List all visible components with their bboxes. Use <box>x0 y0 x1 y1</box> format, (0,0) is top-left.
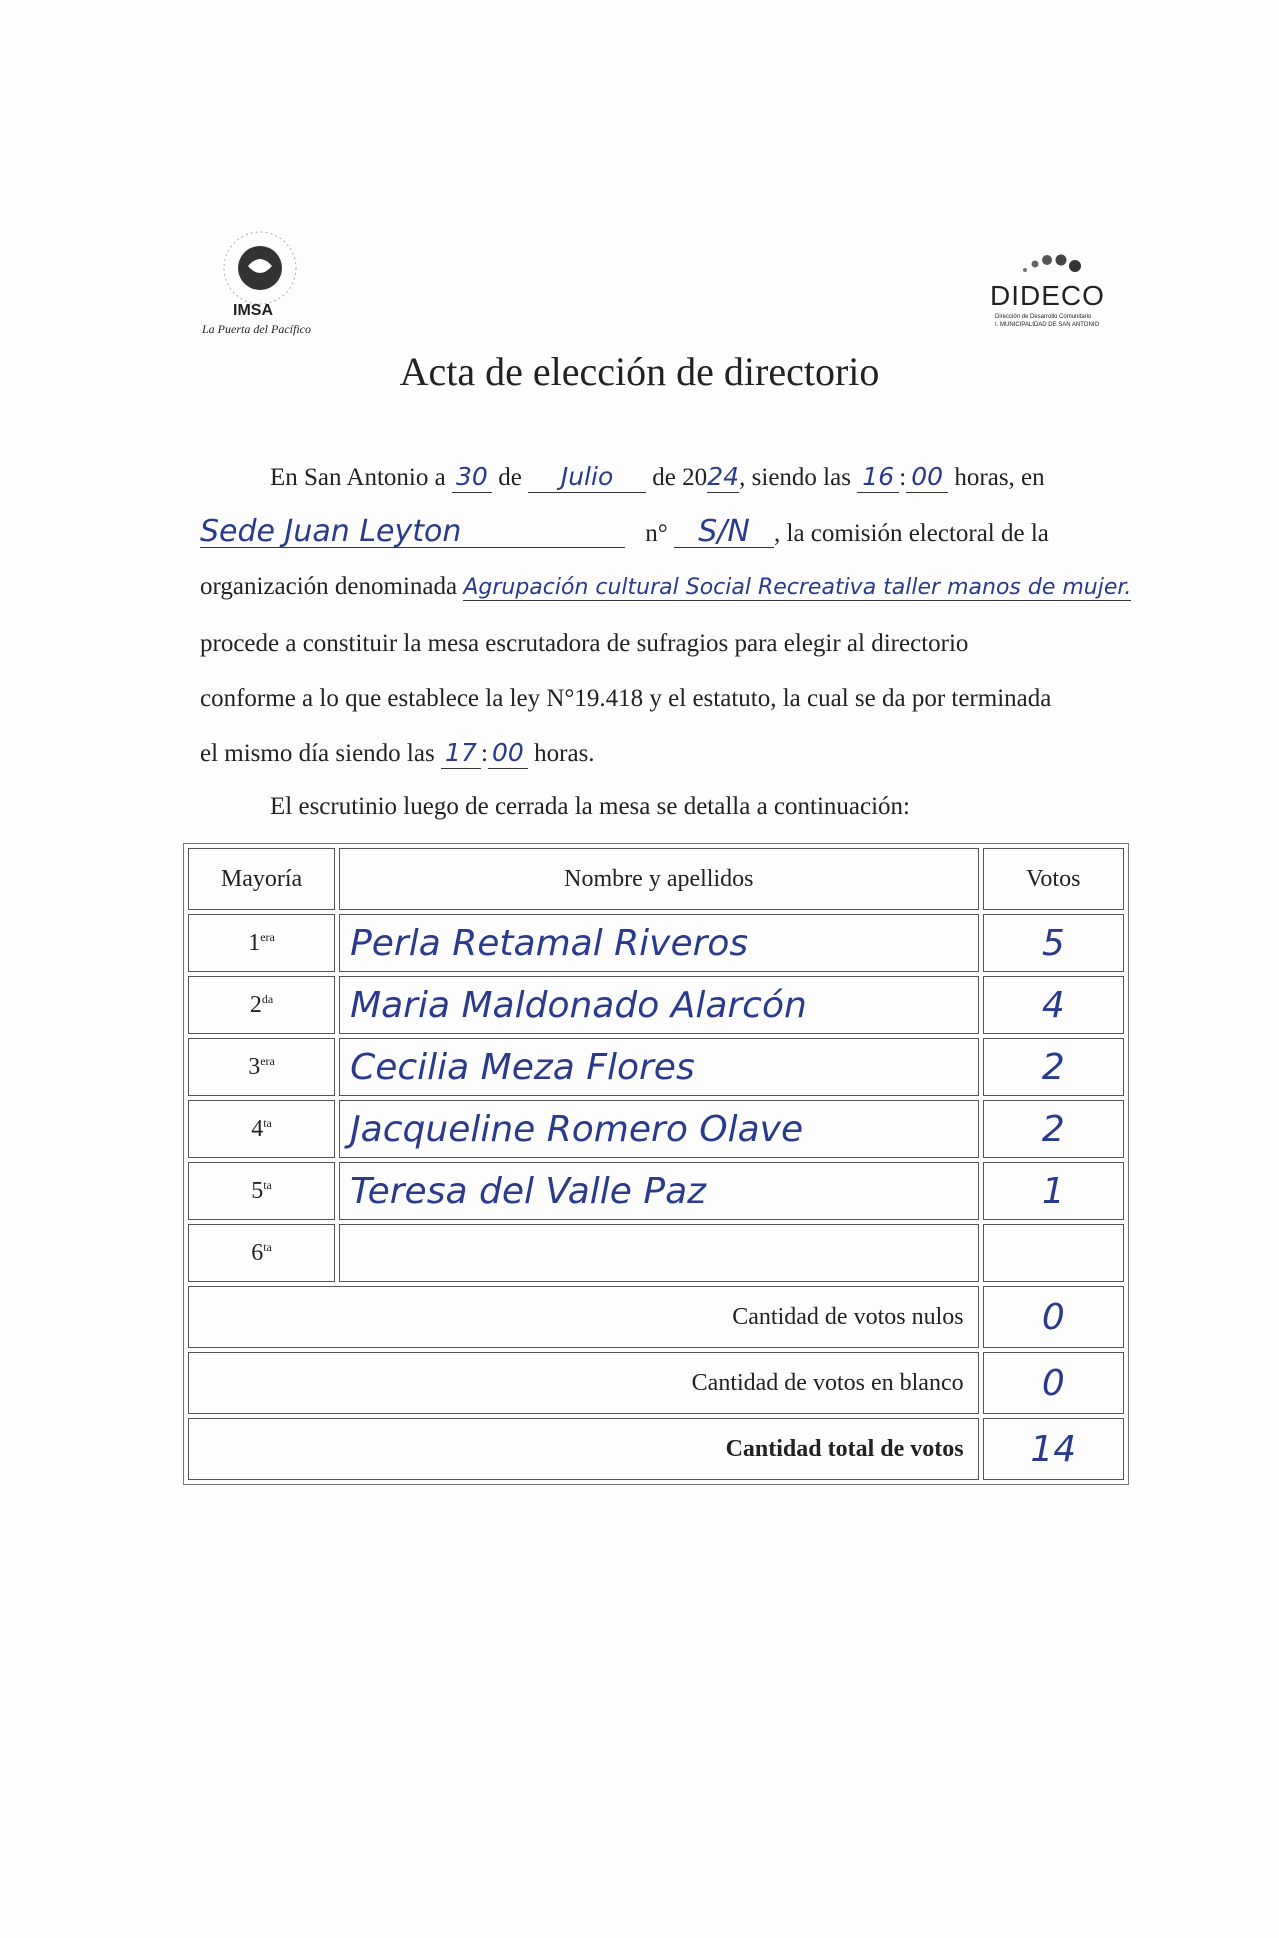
text-organizacion: organización denominada <box>200 573 458 600</box>
table-row <box>188 1162 1124 1220</box>
field-hour: 16 <box>857 462 899 493</box>
dideco-sub1: Dirección de Desarrollo Comunitario <box>995 314 1092 320</box>
rank-suffix: ta <box>263 1115 272 1130</box>
candidate-name: Teresa del Valle Paz <box>339 1162 979 1220</box>
form-line-5: conforme a lo que establece la ley N°19.418 y el estatuto, la cual se da por terminada <box>200 685 1052 712</box>
rank-suffix: era <box>260 1053 275 1068</box>
table-row <box>188 914 1124 972</box>
total-value-nulos: 0 <box>983 1286 1124 1348</box>
rank-number: 3 <box>248 1053 261 1080</box>
vote-count: 2 <box>983 1100 1124 1158</box>
table-row <box>188 976 1124 1034</box>
total-value-blanco: 0 <box>983 1352 1124 1414</box>
rank-cell <box>188 1162 335 1220</box>
header-mayoria: Mayoría <box>188 848 335 910</box>
imsa-label: IMSA <box>233 302 273 319</box>
total-label-total: Cantidad total de votos <box>188 1418 979 1480</box>
candidate-name: Perla Retamal Riveros <box>339 914 979 972</box>
form-line-6 <box>200 738 1120 769</box>
total-row-total <box>188 1418 1124 1480</box>
candidate-name: Cecilia Meza Flores <box>339 1038 979 1096</box>
text-numero: n° <box>645 520 668 547</box>
rank-number: 4 <box>251 1115 264 1142</box>
table-row <box>188 1100 1124 1158</box>
page-title: Acta de elección de directorio <box>399 349 880 394</box>
total-label-blanco: Cantidad de votos en blanco <box>188 1352 979 1414</box>
rank-number: 5 <box>251 1177 264 1204</box>
rank-number: 6 <box>251 1239 264 1266</box>
text-siendo-las: , siendo las <box>739 464 851 491</box>
dideco-sub2: I. MUNICIPALIDAD DE SAN ANTONIO <box>995 322 1100 328</box>
rank-cell <box>188 1038 335 1096</box>
text-de-20: de 20 <box>652 464 708 491</box>
imsa-motto: La Puerta del Pacífico <box>202 322 311 336</box>
scrutiny-table <box>183 843 1129 1485</box>
imsa-logo <box>198 226 338 346</box>
rank-suffix: era <box>260 929 275 944</box>
table-row <box>188 1038 1124 1096</box>
total-value-total: 14 <box>983 1418 1124 1480</box>
form-line-2 <box>200 514 1120 549</box>
dideco-logo <box>985 240 1115 335</box>
form-line-4: procede a constituir la mesa escrutadora de sufragios para elegir al directorio <box>200 630 969 657</box>
vote-count: 5 <box>983 914 1124 972</box>
field-org-name: Agrupación cultural Social Recreativa taller manos de mujer. <box>463 575 1132 600</box>
dideco-dots-icon <box>985 240 1115 280</box>
rank-cell <box>188 1100 335 1158</box>
text-comision: , la comisión electoral de la <box>774 520 1049 547</box>
field-year: 24 <box>707 462 740 491</box>
table-row <box>188 1224 1124 1282</box>
field-minute: 00 <box>906 462 948 493</box>
field-number: S/N <box>674 517 774 548</box>
total-row-blanco <box>188 1352 1124 1414</box>
text-de: de <box>498 464 522 491</box>
field-end-hour: 17 <box>441 738 481 769</box>
vote-count: 2 <box>983 1038 1124 1096</box>
text-en-san-antonio: En San Antonio a <box>270 464 446 491</box>
rank-suffix: ta <box>263 1239 272 1254</box>
rank-suffix: da <box>261 991 274 1006</box>
field-month: Julio <box>528 462 646 493</box>
candidate-name <box>339 1224 979 1282</box>
form-line-3 <box>200 572 1240 603</box>
table-header-row <box>188 848 1124 910</box>
field-place: Sede Juan Leyton <box>200 517 625 548</box>
rank-cell <box>188 1224 335 1282</box>
rank-number: 1 <box>248 929 261 956</box>
vote-count <box>983 1224 1124 1282</box>
dideco-label: DIDECO <box>990 280 1105 311</box>
vote-count: 1 <box>983 1162 1124 1220</box>
rank-suffix: ta <box>263 1177 272 1192</box>
form-line-1 <box>270 462 1190 493</box>
candidate-name: Jacqueline Romero Olave <box>339 1100 979 1158</box>
total-label-nulos: Cantidad de votos nulos <box>188 1286 979 1348</box>
candidate-name: Maria Maldonado Alarcón <box>339 976 979 1034</box>
text-siendo-las-end: el mismo día siendo las <box>200 740 435 767</box>
form-line-7: El escrutinio luego de cerrada la mesa se detalla a continuación: <box>270 793 911 820</box>
header-nombre: Nombre y apellidos <box>339 848 979 910</box>
rank-cell <box>188 914 335 972</box>
rank-cell <box>188 976 335 1034</box>
text-colon: : <box>899 464 907 491</box>
header-votos: Votos <box>983 848 1124 910</box>
text-colon-end: : <box>480 740 488 767</box>
field-day: 30 <box>452 462 492 493</box>
total-row-nulos <box>188 1286 1124 1348</box>
field-end-minute: 00 <box>488 738 528 769</box>
rank-number: 2 <box>249 991 262 1018</box>
text-horas: horas. <box>534 740 595 767</box>
text-horas-en: horas, en <box>954 464 1045 491</box>
vote-count: 4 <box>983 976 1124 1034</box>
